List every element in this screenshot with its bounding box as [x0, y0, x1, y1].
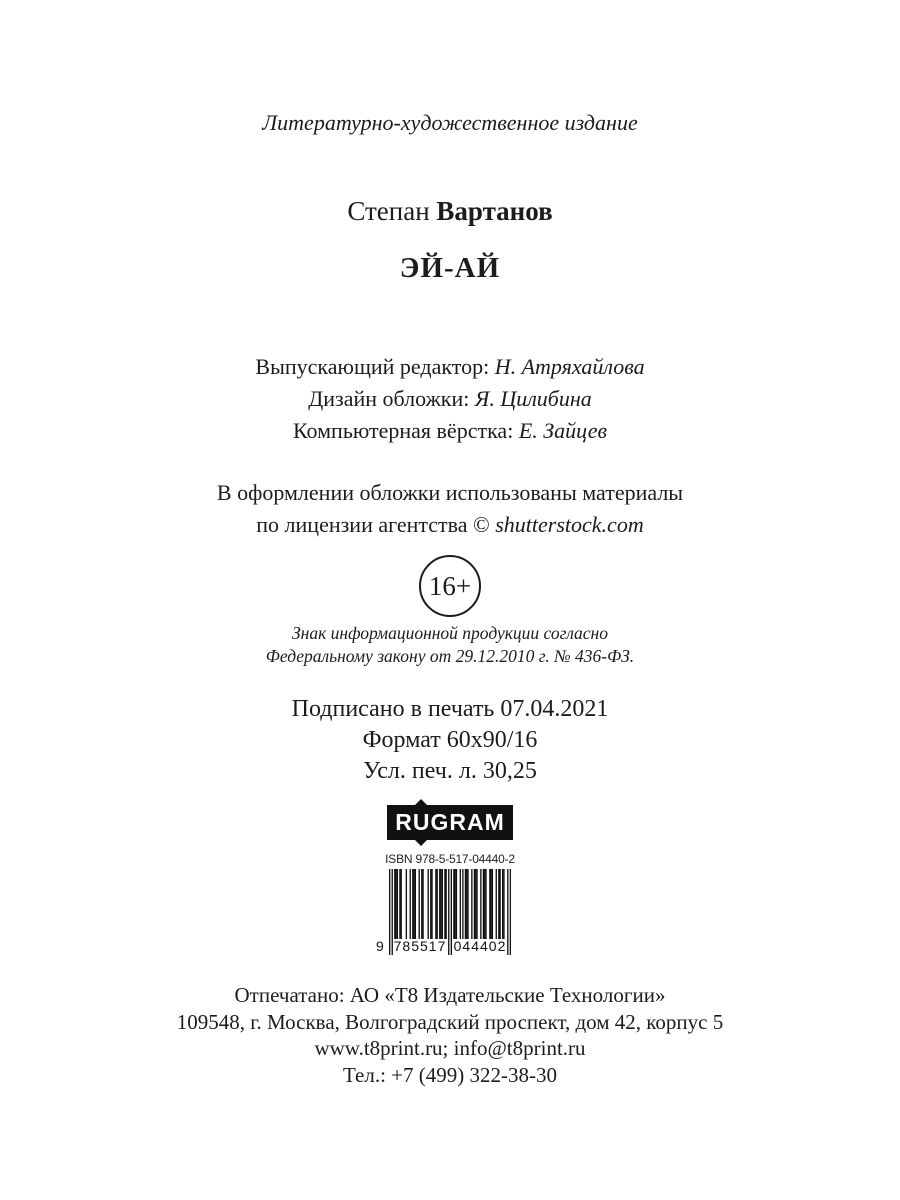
age-rating-note	[0, 622, 900, 668]
edition-type-label: Литературно-художественное издание	[262, 110, 638, 135]
credits-block	[0, 351, 900, 447]
credit-line-cover-design	[0, 383, 900, 415]
cover-materials-note	[0, 477, 900, 541]
printer-address-line: 109548, г. Москва, Волгоградский проспект, дом 42, корпус 5	[176, 1009, 724, 1034]
printed-sheets-line: Усл. печ. л. 30,25	[363, 758, 537, 784]
credit-name: Н. Атряхайлова	[494, 354, 645, 379]
credit-line-layout	[0, 415, 900, 447]
credit-name: Я. Цилибина	[474, 386, 592, 411]
isbn-barcode-widget	[376, 852, 515, 955]
age-note-line1: Знак информационной продукции согласно	[291, 623, 608, 643]
credit-name: Е. Зайцев	[518, 418, 608, 443]
author-last-name: Вартанов	[436, 196, 553, 226]
printer-name-line: Отпечатано: АО «Т8 Издательские Технологии»	[234, 983, 666, 1007]
cover-note-line2	[0, 509, 900, 541]
book-title: ЭЙ-АЙ	[399, 252, 501, 284]
age-rating-value: 16+	[428, 570, 472, 601]
format-line: Формат 60х90/16	[362, 727, 538, 753]
printer-phone-line: Тел.: +7 (499) 322-38-30	[343, 1062, 557, 1087]
cover-note-agency: shutterstock.com	[495, 512, 644, 537]
isbn-label: ISBN 978-5-517-04440-2	[385, 852, 515, 866]
credit-line-editor	[0, 351, 900, 383]
author-first-name: Степан	[347, 196, 430, 226]
barcode-digit-group: 785517	[393, 938, 447, 954]
credit-label: Компьютерная вёрстка:	[292, 418, 514, 443]
barcode-digit-group: 9	[376, 938, 384, 954]
logo-bottom-pointer	[415, 840, 427, 846]
cover-note-license-text: по лицензии агентства ©	[256, 512, 490, 537]
logo-top-pointer	[415, 799, 427, 805]
logo-wordmark: RUGRAM	[395, 809, 505, 835]
age-note-line2: Федеральному закону от 29.12.2010 г. № 436-ФЗ.	[265, 646, 635, 666]
print-info-block	[0, 694, 900, 787]
printer-web-line: www.t8print.ru; info@t8print.ru	[314, 1036, 586, 1060]
print-date-line: Подписано в печать 07.04.2021	[291, 696, 609, 722]
age-rating-badge	[419, 555, 481, 617]
printer-contacts-block	[0, 982, 900, 1088]
cover-note-line1: В оформлении обложки использованы материалы	[216, 480, 684, 505]
barcode-digit-group: 044402	[453, 938, 507, 954]
credit-label: Дизайн обложки:	[308, 386, 470, 411]
rugram-publisher-logo	[387, 805, 513, 840]
credit-label: Выпускающий редактор:	[255, 354, 490, 379]
author-line	[0, 196, 900, 227]
